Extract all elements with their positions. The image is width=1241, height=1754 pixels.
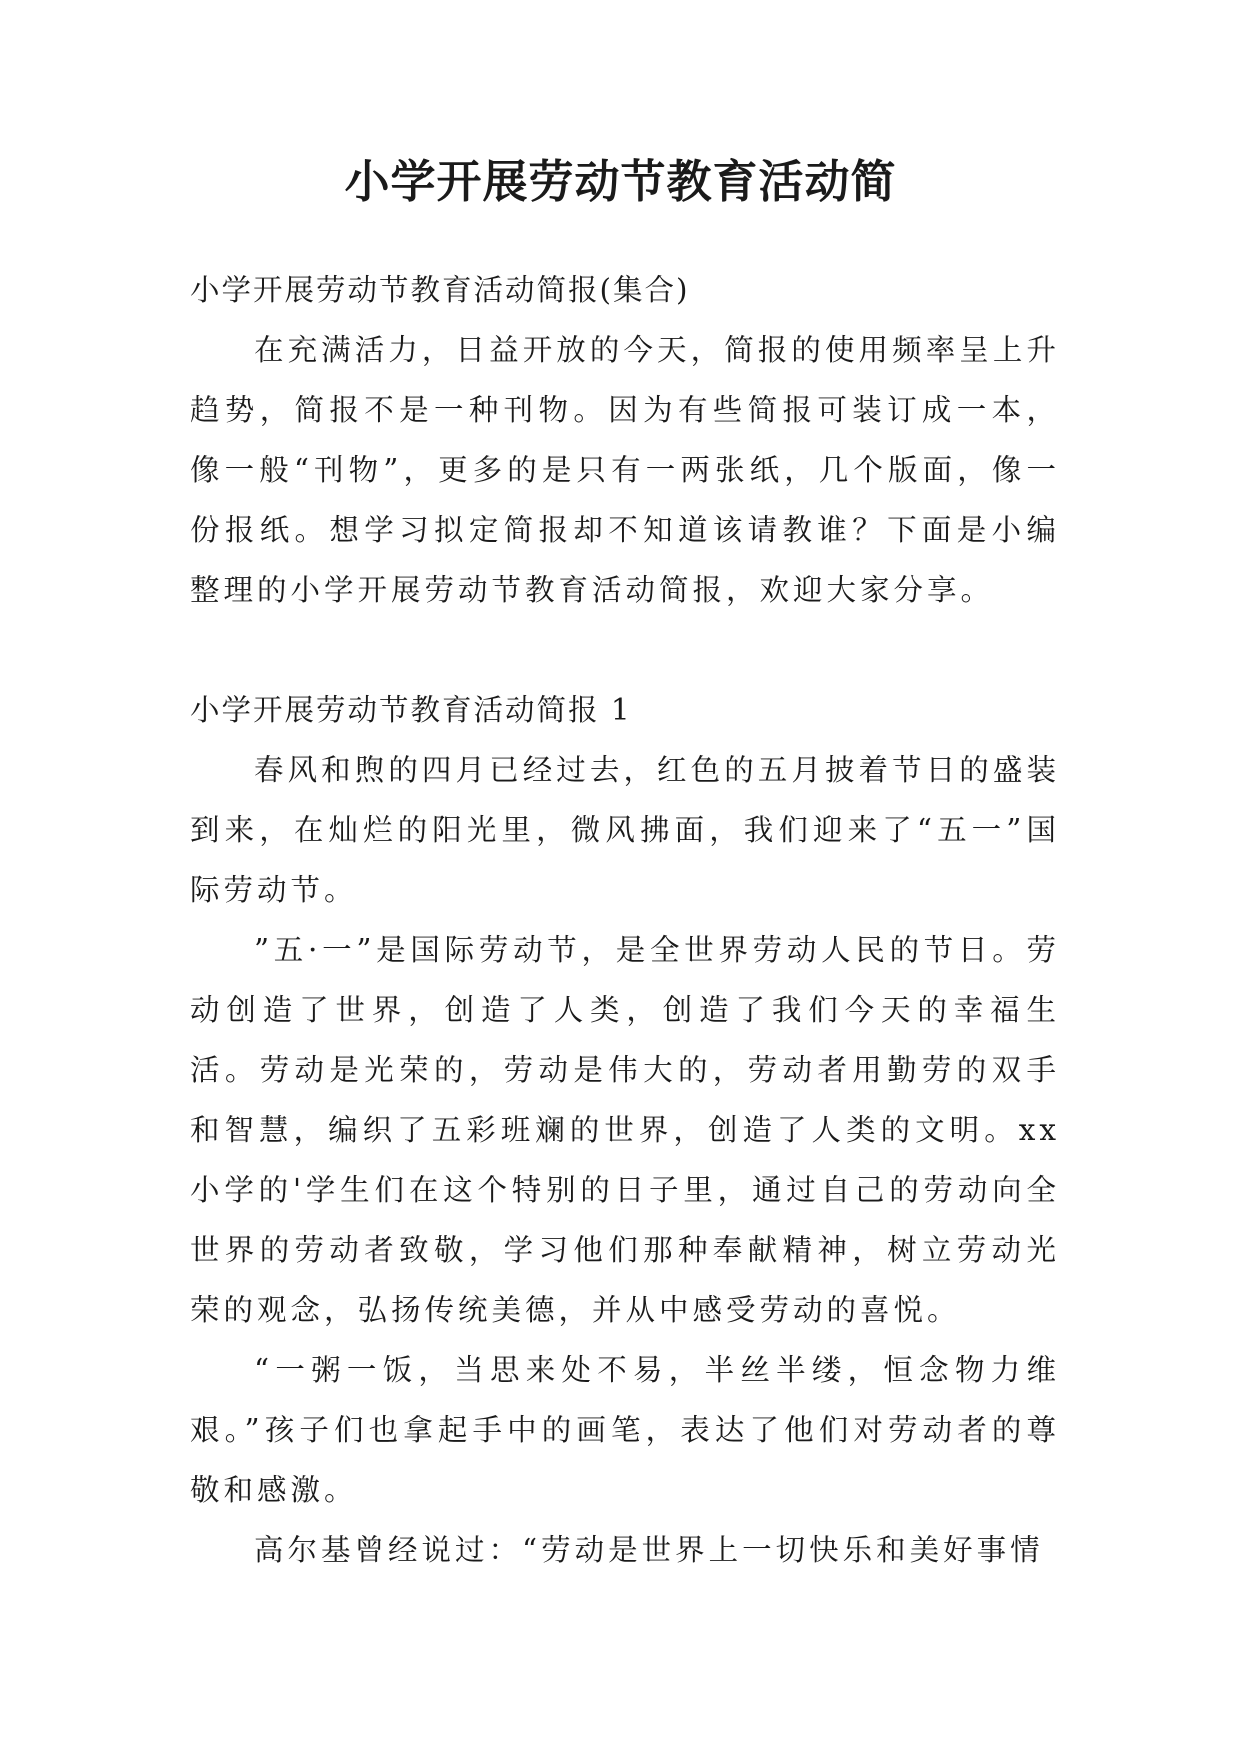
body-paragraph: “一粥一饭，当思来处不易，半丝半缕，恒念物力维艰。”孩子们也拿起手中的画笔，表达了他们对劳动者的尊敬和感激。 [190,1353,1060,1507]
intro-paragraph: 在充满活力，日益开放的今天，简报的使用频率呈上升趋势，简报不是一种刊物。因为有些简报可装订成一本，像一般“刊物”，更多的是只有一两张纸，几个版面，像一份报纸。想学习拟定简报却不知道该请教谁？下面是小编整理的小学开展劳动节教育活动简报，欢迎大家分享。 [190,333,1060,607]
section-spacer [190,620,1060,680]
document-body [190,260,1060,1580]
document-subtitle: 小学开展劳动节教育活动简报(集合) [190,273,690,307]
section-heading: 小学开展劳动节教育活动简报 1 [190,693,632,727]
body-paragraph: 春风和煦的四月已经过去，红色的五月披着节日的盛装到来，在灿烂的阳光里，微风拂面，我们迎来了“五一”国际劳动节。 [190,753,1060,907]
body-paragraph: 高尔基曾经说过：“劳动是世界上一切快乐和美好事情 [254,1533,1044,1567]
body-paragraph: ”五·一”是国际劳动节，是全世界劳动人民的节日。劳动创造了世界，创造了人类，创造了我们今天的幸福生活。劳动是光荣的，劳动是伟大的，劳动者用勤劳的双手和智慧，编织了五彩班斓的世界，创造了人类的文明。xx 小学的'学生们在这个特别的日子里，通过自己的劳动向全世界的劳动者致敬，学习他们那种奉献精神，树立劳动光荣的观念，弘扬传统美德，并从中感受劳动的喜悦。 [190,933,1060,1327]
document-title: 小学开展劳动节教育活动简 [344,155,897,208]
